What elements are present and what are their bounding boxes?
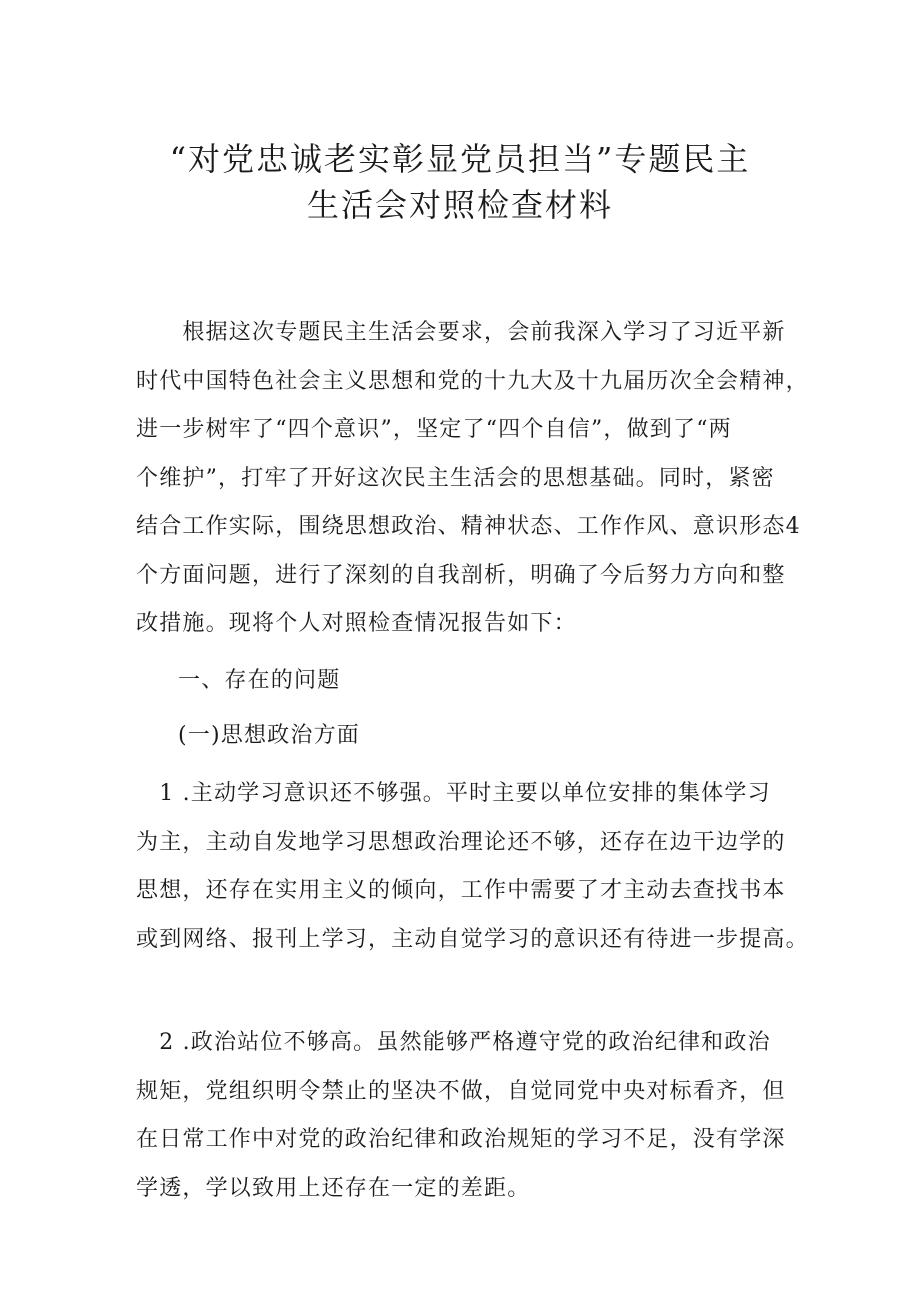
document-title-line-2: 生活会对照检查材料 (306, 186, 613, 224)
paragraph-line: 根据这次专题民主生活会要求，会前我深入学习了习近平新 (136, 320, 786, 345)
paragraph-line: 为主，主动自发地学习思想政治理论还不够，还存在边干边学的 (136, 829, 786, 855)
subsection-heading: (一)思想政治方面 (178, 723, 360, 748)
paragraph-line: 个维护”，打牢了开好这次民主生活会的思想基础。同时，紧密 (136, 465, 775, 491)
paragraph-line: 时代中国特色社会主义思想和党的十九大及十九届历次全会精神， (136, 368, 809, 394)
section-heading: 一、存在的问题 (178, 668, 341, 693)
paragraph-line: 1 .主动学习意识还不够强。平时主要以单位安排的集体学习 (136, 781, 771, 806)
document-title-line-1: “对党忠诚老实彰显党员担当”专题民主 (169, 140, 751, 178)
paragraph-line: 结合工作实际，围绕思想政治、精神状态、工作作风、意识形态4 (136, 514, 801, 539)
paragraph-line: 思想，还存在实用主义的倾向，工作中需要了才主动去查找书本 (136, 878, 786, 903)
item-2-paragraph (136, 1019, 796, 1213)
intro-paragraph (136, 309, 809, 649)
paragraph-line: 进一步树牢了“四个意识”，坚定了“四个自信”，做到了“两 (136, 417, 732, 442)
paragraph-line: 个方面问题，进行了深刻的自我剖析，明确了今后努力方向和整 (136, 562, 786, 588)
paragraph-line: 在日常工作中对党的政治纪律和政治规矩的学习不足，没有学深 (136, 1127, 786, 1152)
paragraph-line: 改措施。现将个人对照检查情况报告如下： (136, 611, 577, 636)
paragraph-line: 或到网络、报刊上学习，主动自觉学习的意识还有待进一步提高。 (136, 926, 809, 952)
paragraph-line: 2 .政治站位不够高。虽然能够严格遵守党的政治纪律和政治 (136, 1030, 771, 1055)
paragraph-line: 规矩，党组织明令禁止的坚决不做，自觉同党中央对标看齐，但 (136, 1078, 786, 1104)
item-1-paragraph (136, 770, 809, 964)
paragraph-line: 学透，学以致用上还存在一定的差距。 (136, 1175, 531, 1201)
